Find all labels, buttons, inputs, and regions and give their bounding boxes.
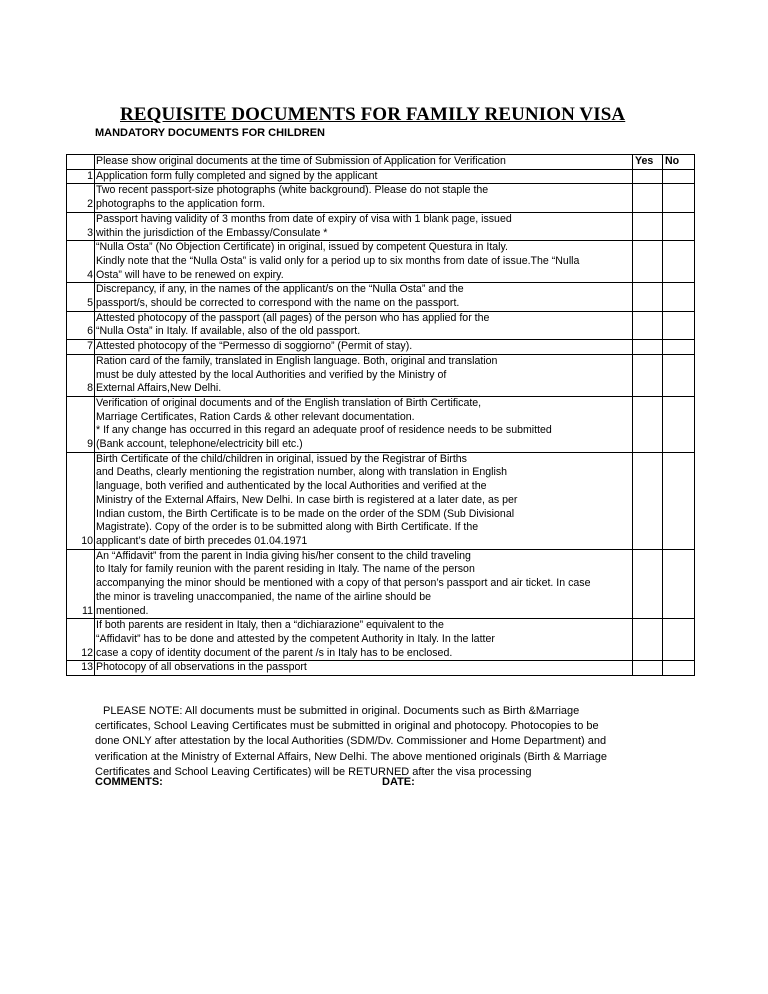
row-number: 6: [67, 311, 95, 339]
yes-column-header: Yes: [633, 155, 663, 170]
row-number: 12: [67, 619, 95, 661]
row-description: [95, 661, 633, 676]
yes-checkbox-cell[interactable]: [633, 340, 663, 355]
row-description: [95, 241, 633, 283]
document-row: [67, 212, 695, 240]
description-line: photographs to the application form.: [96, 198, 266, 211]
description-line: Photocopy of all observations in the passport: [96, 661, 307, 674]
document-row: [67, 354, 695, 396]
document-row: [67, 169, 695, 184]
description-line: Verification of original documents and of the English translation of Birth Certificate,: [96, 396, 482, 409]
row-number: 13: [67, 661, 95, 676]
document-row: [67, 452, 695, 549]
description-line: accompanying the minor should be mentioned with a copy of that person’s passport and air ticket. In case: [96, 577, 591, 590]
table-header-row: [67, 155, 695, 170]
row-description: [95, 311, 633, 339]
description-line: Passport having validity of 3 months from date of expiry of visa with 1 blank page, issued: [96, 212, 512, 225]
no-checkbox-cell[interactable]: [663, 212, 695, 240]
yes-checkbox-cell[interactable]: [633, 661, 663, 676]
yes-checkbox-cell[interactable]: [633, 283, 663, 311]
document-row: [67, 396, 695, 452]
document-row: [67, 340, 695, 355]
row-description: [95, 549, 633, 619]
document-row: [67, 241, 695, 283]
row-number: 1: [67, 169, 95, 184]
yes-checkbox-cell[interactable]: [633, 212, 663, 240]
description-line: to Italy for family reunion with the parent residing in Italy. The name of the person: [96, 563, 475, 576]
row-description: [95, 283, 633, 311]
description-line: Ministry of the External Affairs, New Delhi. In case birth is registered at a later date, as per: [96, 493, 518, 506]
document-row: [67, 549, 695, 619]
section-subtitle: MANDATORY DOCUMENTS FOR CHILDREN: [95, 127, 325, 139]
description-line: Magistrate). Copy of the order is to be submitted along with Birth Certificate. If the: [96, 521, 479, 534]
yes-checkbox-cell[interactable]: [633, 396, 663, 452]
description-line: Kindly note that the “Nulla Osta” is valid only for a period up to six months from date of issue.The “Nulla: [96, 254, 580, 267]
please-note-paragraph: [95, 704, 635, 780]
row-description: [95, 212, 633, 240]
yes-checkbox-cell[interactable]: [633, 549, 663, 619]
description-line: Attested photocopy of the passport (all pages) of the person who has applied for the: [96, 311, 490, 324]
description-line: “Nulla Osta” in Italy. If available, also of the old passport.: [96, 325, 361, 338]
no-checkbox-cell[interactable]: [663, 241, 695, 283]
note-line: done ONLY after attestation by the local Authorities (SDM/Dv. Commissioner and Home Department) and: [95, 735, 607, 748]
description-line: the minor is traveling unaccompanied, the name of the airline should be: [96, 590, 432, 603]
document-row: [67, 619, 695, 661]
row-number: 8: [67, 354, 95, 396]
description-line: Two recent passport-size photographs (white background). Please do not staple the: [96, 184, 489, 197]
description-line: mentioned.: [96, 604, 149, 617]
yes-checkbox-cell[interactable]: [633, 241, 663, 283]
no-checkbox-cell[interactable]: [663, 184, 695, 212]
no-checkbox-cell[interactable]: [663, 311, 695, 339]
no-column-header: No: [663, 155, 695, 170]
description-line: language, both verified and authenticated by the local Authorities and verified at the: [96, 480, 487, 493]
description-line: Osta” will have to be renewed on expiry.: [96, 268, 284, 281]
no-checkbox-cell[interactable]: [663, 452, 695, 549]
header-instruction: Please show original documents at the time of Submission of Application for Verification: [95, 155, 633, 170]
description-line: An “Affidavit” from the parent in India giving his/her consent to the child traveling: [96, 549, 471, 562]
description-line: Marriage Certificates, Ration Cards & other relevant documentation.: [96, 410, 415, 423]
description-line: Indian custom, the Birth Certificate is to be made on the order of the SDM (Sub Divisional: [96, 507, 515, 520]
date-label: DATE:: [382, 776, 415, 788]
row-description: [95, 452, 633, 549]
description-line: * If any change has occurred in this regard an adequate proof of residence needs to be submitted: [96, 424, 552, 437]
row-description: [95, 340, 633, 355]
row-description: [95, 396, 633, 452]
note-line: verification at the Ministry of External Affairs, New Delhi. The above mentioned originals (Birth & Marriage: [95, 750, 607, 763]
note-line: PLEASE NOTE: All documents must be submitted in original. Documents such as Birth &Marriage: [103, 705, 580, 717]
row-number: 4: [67, 241, 95, 283]
description-line: “Nulla Osta” (No Objection Certificate) in original, issued by competent Questura in Italy.: [96, 241, 508, 254]
description-line: Application form fully completed and signed by the applicant: [96, 169, 378, 182]
yes-checkbox-cell[interactable]: [633, 452, 663, 549]
description-line: and Deaths, clearly mentioning the registration number, along with translation in English: [96, 466, 508, 479]
no-checkbox-cell[interactable]: [663, 396, 695, 452]
note-line: certificates, School Leaving Certificates must be submitted in original and photocopy. Photocopies to be: [95, 720, 599, 733]
description-line: Ration card of the family, translated in English language. Both, original and translation: [96, 354, 498, 367]
no-checkbox-cell[interactable]: [663, 340, 695, 355]
document-row: [67, 661, 695, 676]
note-line: Certificates and School Leaving Certificates) will be RETURNED after the visa processing: [95, 765, 532, 778]
no-checkbox-cell[interactable]: [663, 549, 695, 619]
row-description: [95, 184, 633, 212]
page-title: REQUISITE DOCUMENTS FOR FAMILY REUNION VISA: [120, 104, 626, 125]
comments-label: COMMENTS:: [95, 776, 163, 788]
row-number: 3: [67, 212, 95, 240]
row-description: [95, 619, 633, 661]
row-number: 9: [67, 396, 95, 452]
row-number: 11: [67, 549, 95, 619]
description-line: If both parents are resident in Italy, then a “dichiarazione” equivalent to the: [96, 619, 444, 632]
description-line: “Affidavit” has to be done and attested by the competent Authority in Italy. In the latter: [96, 632, 495, 645]
yes-checkbox-cell[interactable]: [633, 311, 663, 339]
description-line: applicant’s date of birth precedes 01.04.1971: [96, 534, 308, 547]
row-description: [95, 354, 633, 396]
documents-table-body: [67, 155, 695, 676]
description-line: within the jurisdiction of the Embassy/Consulate *: [96, 226, 328, 239]
row-number: 2: [67, 184, 95, 212]
yes-checkbox-cell[interactable]: [633, 184, 663, 212]
description-line: External Affairs,New Delhi.: [96, 382, 222, 395]
document-row: [67, 184, 695, 212]
row-description: [95, 169, 633, 184]
row-number: 5: [67, 283, 95, 311]
no-checkbox-cell[interactable]: [663, 169, 695, 184]
description-line: Attested photocopy of the “Permesso di soggiorno” (Permit of stay).: [96, 340, 413, 353]
document-row: [67, 283, 695, 311]
description-line: (Bank account, telephone/electricity bill etc.): [96, 438, 303, 451]
yes-checkbox-cell[interactable]: [633, 169, 663, 184]
row-number: 10: [67, 452, 95, 549]
no-checkbox-cell[interactable]: [663, 354, 695, 396]
no-checkbox-cell[interactable]: [663, 283, 695, 311]
no-checkbox-cell[interactable]: [663, 619, 695, 661]
yes-checkbox-cell[interactable]: [633, 619, 663, 661]
description-line: Discrepancy, if any, in the names of the applicant/s on the “Nulla Osta” and the: [96, 283, 464, 296]
description-line: case a copy of identity document of the parent /s in Italy has to be enclosed.: [96, 646, 453, 659]
document-row: [67, 311, 695, 339]
description-line: passport/s, should be corrected to correspond with the name on the passport.: [96, 297, 460, 310]
yes-checkbox-cell[interactable]: [633, 354, 663, 396]
header-number-cell: [67, 155, 95, 170]
no-checkbox-cell[interactable]: [663, 661, 695, 676]
row-number: 7: [67, 340, 95, 355]
description-line: must be duly attested by the local Authorities and verified by the Ministry of: [96, 368, 447, 381]
documents-table: [66, 154, 695, 676]
description-line: Birth Certificate of the child/children in original, issued by the Registrar of Births: [96, 452, 467, 465]
